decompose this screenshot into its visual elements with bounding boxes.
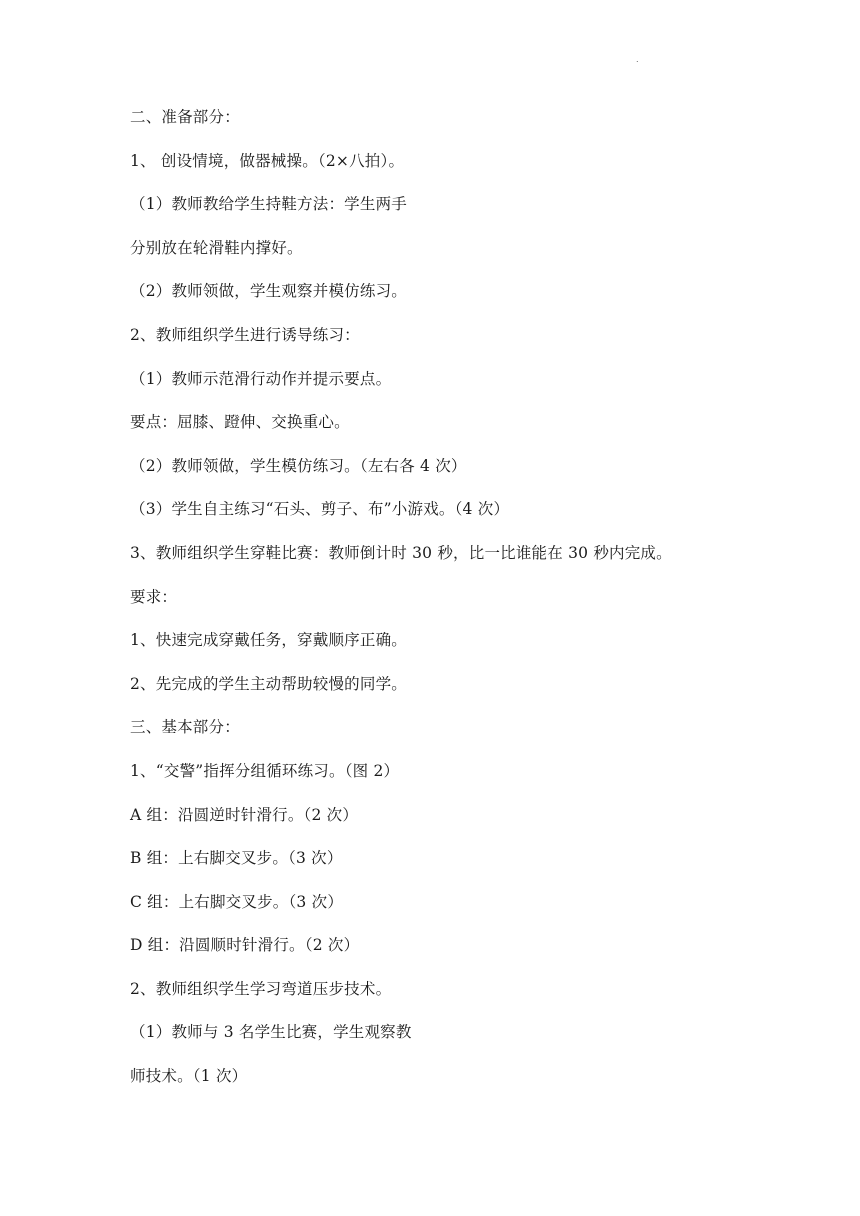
paragraph-line: B 组：上右脚交叉步。（3 次） bbox=[130, 849, 343, 868]
section-heading-basic: 三、基本部分： bbox=[130, 718, 240, 737]
paragraph-line: 1、“交警”指挥分组循环练习。（图 2） bbox=[130, 761, 400, 780]
paragraph-line: 3、教师组织学生穿鞋比赛：教师倒计时 30 秒，比一比谁能在 30 秒内完成。 bbox=[130, 543, 672, 562]
paragraph-line: 1、 创设情境，做器械操。（2×八拍）。 bbox=[130, 151, 405, 170]
paragraph-line: （1）教师教给学生持鞋方法：学生两手 bbox=[130, 195, 407, 214]
document-body bbox=[130, 103, 820, 1106]
paragraph-line: 2、先完成的学生主动帮助较慢的同学。 bbox=[130, 674, 407, 693]
paragraph-line: （2）教师领做，学生观察并模仿练习。 bbox=[130, 282, 407, 301]
paragraph-line: 师技术。（1 次） bbox=[130, 1067, 248, 1086]
paragraph-line: 要点：屈膝、蹬伸、交换重心。 bbox=[130, 413, 350, 432]
corner-mark: . bbox=[636, 55, 639, 64]
paragraph-line: 分别放在轮滑鞋内撑好。 bbox=[130, 238, 303, 257]
paragraph-line: D 组：沿圆顺时针滑行。（2 次） bbox=[130, 936, 360, 955]
paragraph-line: （1）教师示范滑行动作并提示要点。 bbox=[130, 369, 392, 388]
paragraph-line: 2、教师组织学生进行诱导练习： bbox=[130, 325, 360, 344]
paragraph-line: 2、教师组织学生学习弯道压步技术。 bbox=[130, 979, 392, 998]
paragraph-line: C 组：上右脚交叉步。（3 次） bbox=[130, 892, 344, 911]
paragraph-line: 要求： bbox=[130, 587, 178, 606]
section-heading-preparation: 二、准备部分： bbox=[130, 108, 240, 126]
paragraph-line: A 组：沿圆逆时针滑行。（2 次） bbox=[130, 805, 359, 824]
paragraph-line: 1、快速完成穿戴任务，穿戴顺序正确。 bbox=[130, 631, 407, 650]
paragraph-line: （2）教师领做，学生模仿练习。（左右各 4 次） bbox=[130, 456, 467, 475]
paragraph-line: （1）教师与 3 名学生比赛，学生观察教 bbox=[130, 1023, 412, 1042]
paragraph-line: （3）学生自主练习“石头、剪子、布”小游戏。（4 次） bbox=[130, 500, 510, 519]
